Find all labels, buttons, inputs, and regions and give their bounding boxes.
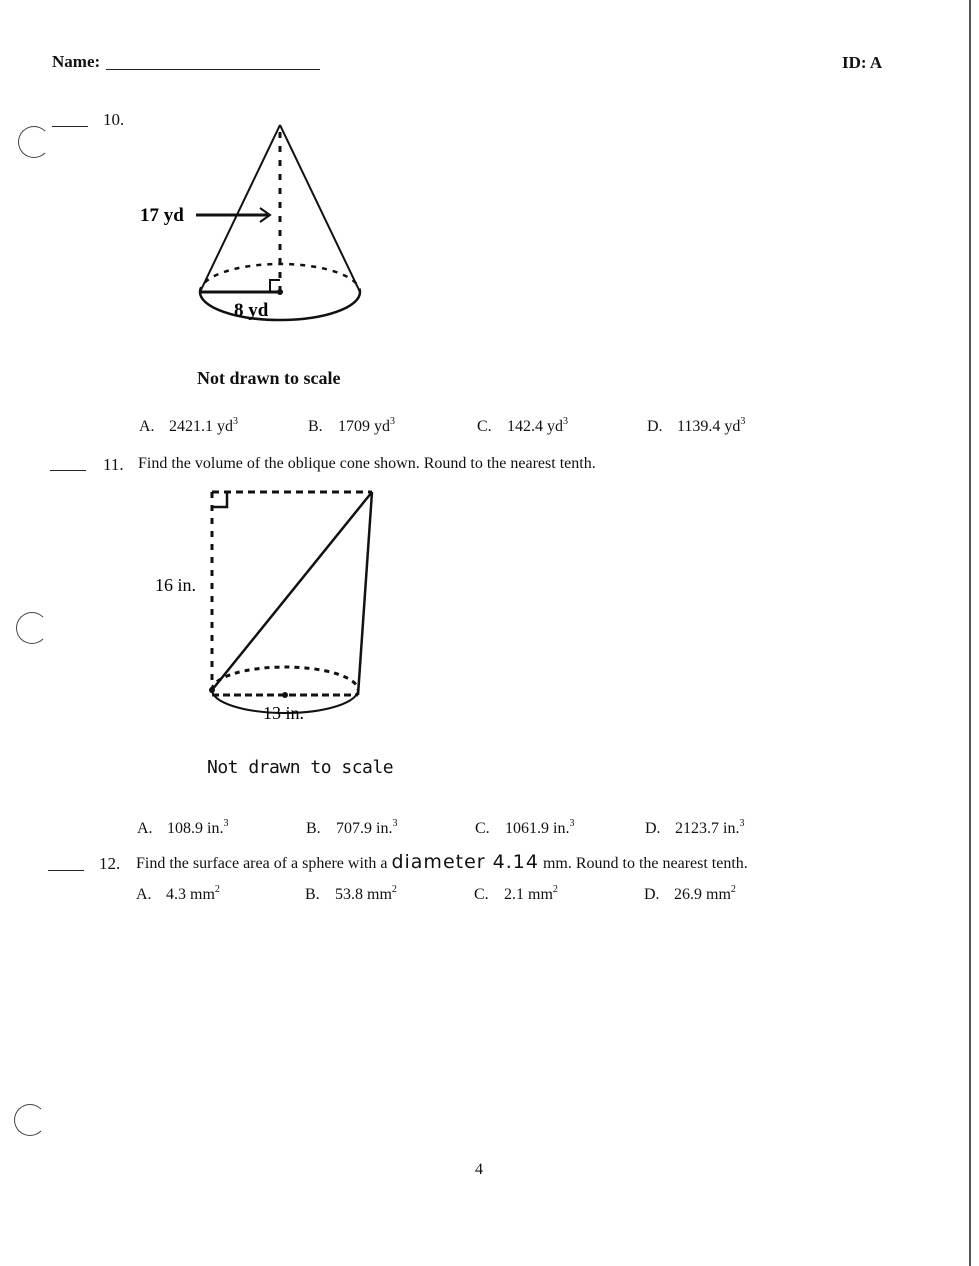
choice-11-c[interactable]: C. 1061.9 in.$^3$ [475,818,575,837]
slant-height-label: 17 yd [140,205,184,226]
punch-hole-mark [18,126,50,158]
choice-11-b[interactable]: B. 707.9 in.$^3$ [306,818,398,837]
question-number-11: 11. [103,455,124,474]
scale-note-11: Not drawn to scale [207,757,394,778]
punch-hole-mark [14,1104,46,1136]
answer-blank-10[interactable] [52,126,88,127]
height-label: 16 in. [155,575,197,595]
handwritten-diameter: diameter 4.14 [391,851,539,873]
question-number-10: 10. [103,110,125,129]
answer-blank-12[interactable] [48,870,84,871]
choice-11-a[interactable]: A. 108.9 in.$^3$ [137,818,229,837]
name-label: Name: [52,52,101,71]
choice-10-b[interactable]: B. 1709 $yd^3$ [308,416,395,435]
scale-note-10: Not drawn to scale [197,368,341,388]
page-edge-rule [969,0,971,1266]
diameter-label: 13 in. [263,703,305,723]
oblique-cone-diagram [150,485,380,735]
choice-12-a[interactable]: A. 4.3 $mm^2$ [136,884,220,903]
page-number: 4 [475,1161,483,1178]
answer-blank-11[interactable] [50,470,86,471]
cone-diagram [130,120,390,340]
choice-10-c[interactable]: C. 142.4 $yd^3$ [477,416,568,435]
radius-label: 8 yd [234,300,269,321]
choice-12-d[interactable]: D. 26.9 $mm^2$ [644,884,736,903]
choice-12-c[interactable]: C. 2.1 $mm^2$ [474,884,558,903]
id-label: ID: A [842,53,883,72]
question-prompt-12 [136,851,748,873]
question-number-12: 12. [99,854,121,873]
choice-10-a[interactable]: A. 2421.1 $yd^3$ [139,416,238,435]
choice-11-d[interactable]: D. 2123.7 in.$^3$ [645,818,745,837]
choice-10-d[interactable]: D. 1139.4 $yd^3$ [647,416,746,435]
question-prompt-11: Find the volume of the oblique cone shown. Round to the nearest tenth. [138,455,596,472]
prompt-end: mm. Round to the nearest tenth. [542,855,748,872]
prompt-start: Find the surface area of a sphere with a [136,855,388,872]
choice-12-b[interactable]: B. 53.8 $mm^2$ [305,884,397,903]
punch-hole-mark [16,612,48,644]
name-field[interactable] [106,69,320,70]
